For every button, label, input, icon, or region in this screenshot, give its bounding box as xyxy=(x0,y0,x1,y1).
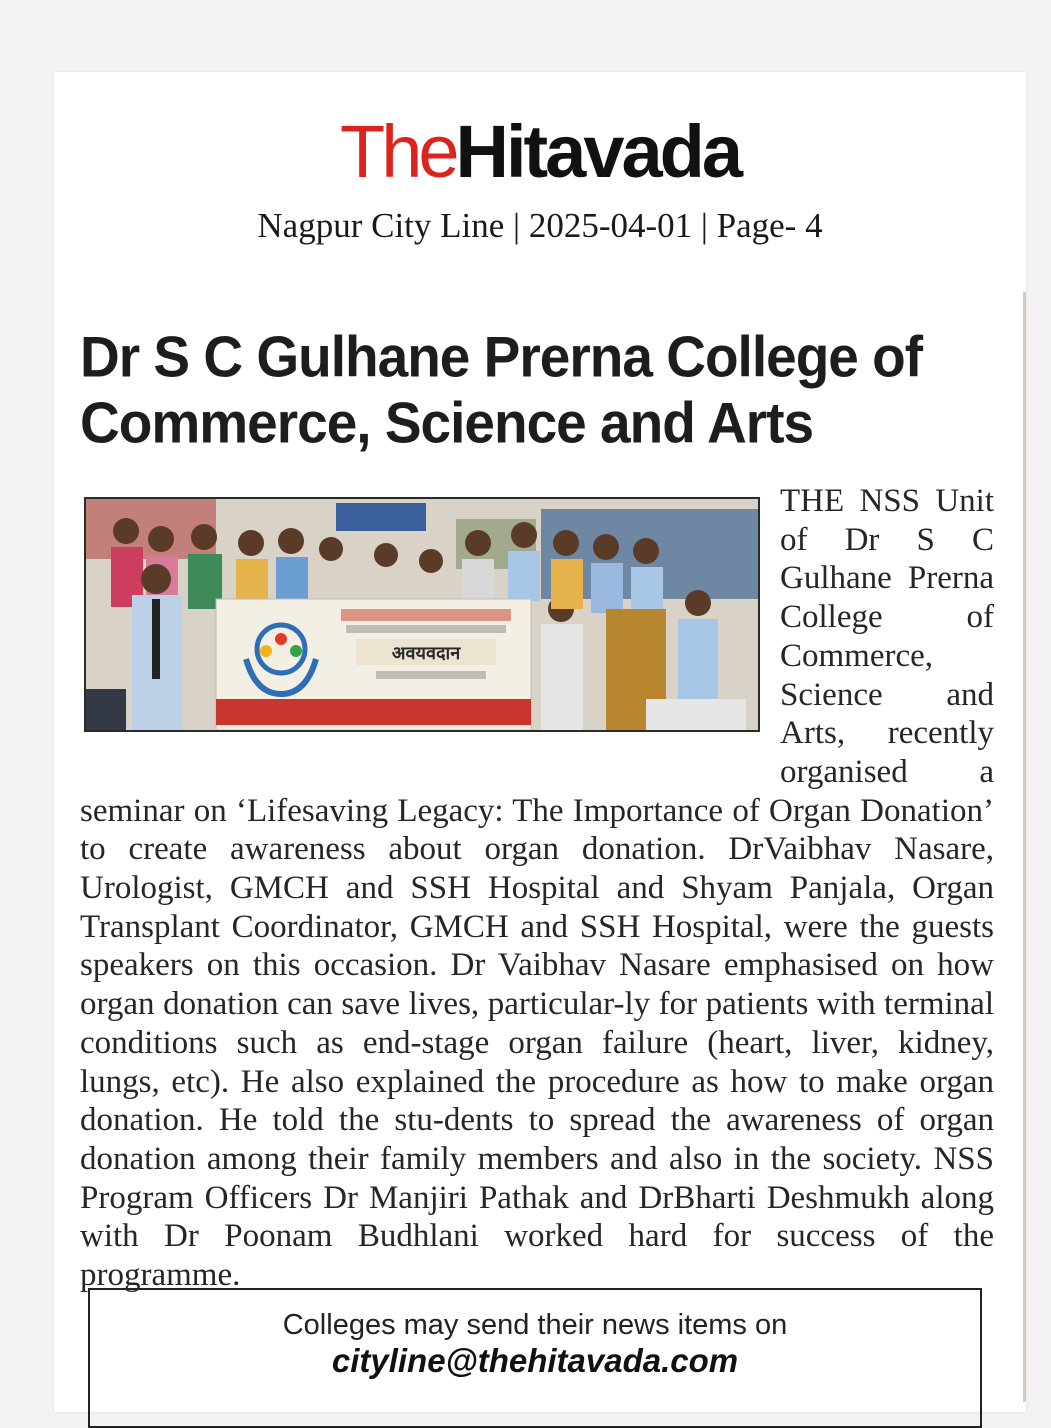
card-edge-shadow xyxy=(1023,292,1026,1402)
headline-line-1: Dr S C Gulhane Prerna College of xyxy=(80,324,923,390)
group-photo xyxy=(84,497,760,732)
page-number: Page- 4 xyxy=(716,206,823,245)
edition-info xyxy=(54,206,1026,246)
headline-line-2: Commerce, Science and Arts xyxy=(80,390,814,456)
submission-notice xyxy=(88,1288,982,1428)
logo-the: The xyxy=(340,110,456,193)
edition-date: 2025-04-01 xyxy=(528,206,693,245)
article-body-text: THE NSS Unit of Dr S C Gulhane Prerna College of Commerce, Science and Arts, recently organised a seminar on ‘Lifesaving Legacy: The Importance of Organ Donation’ to create awareness about organ donation. DrVaibhav Nasare, Urologist, GMCH and SSH Hospital and Shyam Panjala, Organ Transplant Coordinator, GMCH and SSH Hospital, were the guests speakers on this occasion. Dr Vaibhav Nasare emphasised on how organ donation can save lives, particular-ly for patients with terminal conditions such as end-stage organ failure (heart, liver, kidney, lungs, etc). He also explained the procedure as how to make organ donation. He told the stu-dents to spread the awareness of organ donation among their family members and also in the society. NSS Program Officers Dr Manjiri Pathak and DrBharti Deshmukh along with Dr Poonam Budhlani worked hard for success of the programme. xyxy=(80,483,994,1294)
notice-text: Colleges may send their news items on xyxy=(282,1309,788,1341)
edition-name: Nagpur City Line xyxy=(257,206,505,245)
banner-title: अवयवदान xyxy=(391,643,461,664)
newspaper-logo xyxy=(54,112,1026,192)
group-photo-illustration xyxy=(86,499,758,730)
logo-hitavada: Hitavada xyxy=(455,110,740,193)
separator: | xyxy=(700,206,708,245)
article-headline xyxy=(80,324,1010,456)
separator: | xyxy=(513,206,521,245)
notice-email: cityline@thehitavada.com xyxy=(331,1342,739,1379)
news-clipping xyxy=(54,72,1026,1412)
